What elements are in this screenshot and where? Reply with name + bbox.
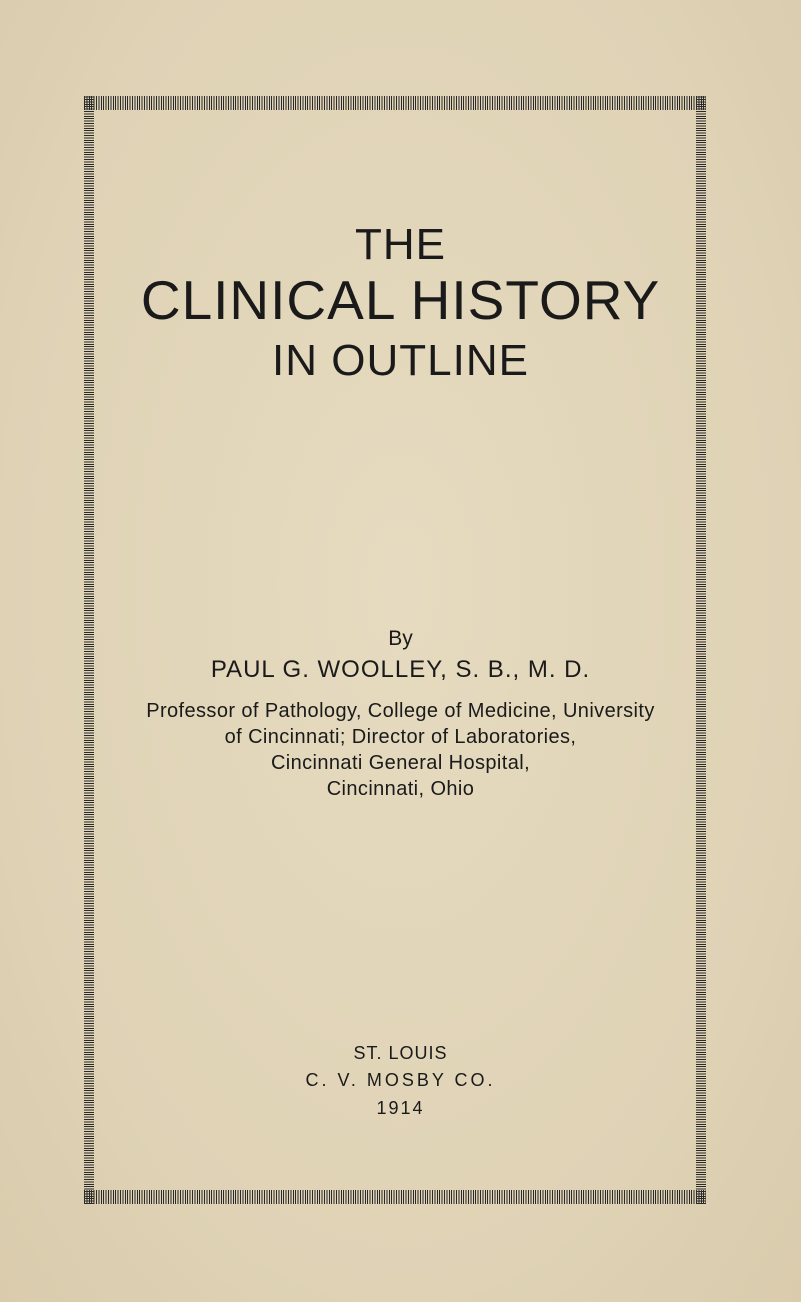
border-rule-top (84, 96, 706, 110)
author-name: PAUL G. WOOLLEY, S. B., M. D. (210, 656, 591, 683)
imprint-publisher: C. V. MOSBY CO. (305, 1070, 496, 1090)
imprint-place: ST. LOUIS (353, 1043, 448, 1063)
by-label: By (388, 627, 413, 650)
affiliation-line: Professor of Pathology, College of Medicine, University (146, 700, 655, 722)
author-affiliation (0, 698, 801, 802)
border-rule-bottom (84, 1190, 706, 1204)
affiliation-line: of Cincinnati; Director of Laboratories, (224, 726, 577, 748)
affiliation-line: Cincinnati General Hospital, (270, 752, 531, 774)
title-line-main: CLINICAL HISTORY (140, 269, 661, 331)
imprint-year: 1914 (376, 1098, 425, 1118)
title-line-outline: IN OUTLINE (272, 336, 529, 385)
title-line-the: THE (355, 220, 446, 269)
affiliation-line: Cincinnati, Ohio (326, 778, 475, 800)
